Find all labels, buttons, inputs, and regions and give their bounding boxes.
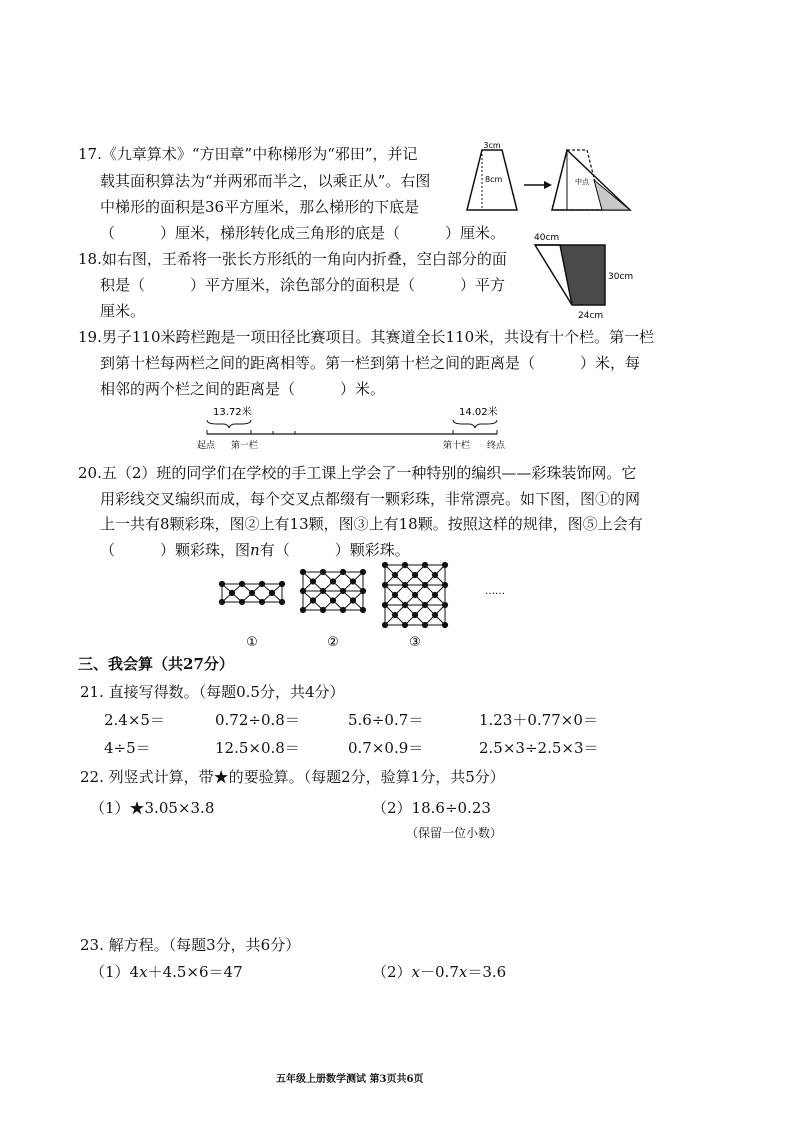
- right-distance-label: 14.02米: [459, 407, 498, 418]
- bead: [382, 562, 387, 567]
- arrow-head: [544, 181, 552, 189]
- bead: [360, 588, 365, 593]
- q22-problem-2: （2）18.6÷0.23: [372, 799, 491, 817]
- bead: [330, 579, 335, 584]
- q20-line4: （ ）颗彩珠，图n有（ ）颗彩珠。: [100, 541, 410, 559]
- bead: [402, 582, 407, 587]
- top-length-label: 40cm: [534, 233, 560, 243]
- q18-line2: 积是（ ）平方厘米，涂色部分的面积是（ ）平方: [100, 276, 506, 294]
- q19-line2: 到第十栏每两栏之间的距离相等。第一栏到第十栏之间的距离是（ ）米，每: [100, 354, 641, 372]
- bead: [360, 569, 365, 574]
- q19-track-diagram: [195, 404, 515, 452]
- q21-title: 21. 直接写得数。（每题0.5分，共4分）: [80, 683, 345, 701]
- q20-bead-net-figure: [210, 560, 510, 655]
- ellipsis: ……: [485, 586, 505, 597]
- bead: [310, 598, 315, 603]
- q18-line3: 厘米。: [100, 302, 146, 320]
- q20-line3: 上一共有8颗彩珠，图②上有13颗，图③上有18颗。按照这样的规律，图⑤上会有: [100, 515, 643, 533]
- bead: [382, 582, 387, 587]
- right-length-label: 30cm: [608, 272, 634, 282]
- q22-problem-1: （1）★3.05×3.8: [90, 799, 215, 817]
- bead: [392, 612, 397, 617]
- bead: [422, 562, 427, 567]
- track-ticks: [207, 430, 497, 434]
- right-brace: [453, 420, 497, 428]
- bead: [239, 581, 244, 586]
- bead: [402, 562, 407, 567]
- bead: [350, 579, 355, 584]
- bead: [300, 607, 305, 612]
- q23-problem-1: （1）4x＋4.5×6＝47: [90, 963, 243, 981]
- q17-line4: （ ）厘米，梯形转化成三角形的底是（ ）厘米。: [100, 224, 506, 242]
- start-label: 起点: [197, 441, 216, 451]
- q21-item: 12.5×0.8＝: [215, 739, 300, 757]
- q17-line2: 载其面积算法为“并两邪而半之，以乘正从”。右图: [100, 172, 431, 190]
- tenth-hurdle-label: 第十栏: [443, 441, 471, 451]
- q20-line2: 用彩线交叉编织而成，每个交叉点都缀有一颗彩珠，非常漂亮。如下图，图①的网: [100, 490, 641, 508]
- bead: [300, 588, 305, 593]
- bead: [219, 581, 224, 586]
- bead: [422, 622, 427, 627]
- bead: [320, 569, 325, 574]
- bead: [340, 569, 345, 574]
- triangle-shaded-part: [594, 180, 630, 210]
- bead: [412, 592, 417, 597]
- q21-item: 4÷5＝: [104, 739, 151, 757]
- bead: [340, 588, 345, 593]
- bead: [442, 562, 447, 567]
- bead: [219, 599, 224, 604]
- bead: [279, 599, 284, 604]
- bead: [432, 572, 437, 577]
- q21-item: 2.5×3÷2.5×3＝: [479, 739, 599, 757]
- bead: [350, 598, 355, 603]
- bead: [269, 590, 274, 595]
- bead: [412, 612, 417, 617]
- q17-trapezoid-figure: [462, 140, 637, 220]
- bead: [330, 598, 335, 603]
- first-hurdle-label: 第一栏: [231, 441, 259, 451]
- q21-item: 0.7×0.9＝: [348, 739, 424, 757]
- q18-rectangle-fold-figure: [520, 230, 635, 322]
- q19-line1: 19.男子110米跨栏跑是一项田径比赛项目。其赛道全长110米，共设有十个栏。第一栏: [78, 328, 655, 346]
- bead: [382, 602, 387, 607]
- bead: [279, 581, 284, 586]
- bead: [392, 592, 397, 597]
- figure-label-2: ②: [327, 635, 339, 650]
- bead: [360, 607, 365, 612]
- finish-label: 终点: [487, 441, 506, 451]
- q21-item: 0.72÷0.8＝: [215, 711, 300, 729]
- bead: [402, 622, 407, 627]
- bead: [382, 622, 387, 627]
- bead: [442, 622, 447, 627]
- bead: [412, 572, 417, 577]
- q21-item: 5.6÷0.7＝: [348, 711, 424, 729]
- bead: [320, 607, 325, 612]
- left-distance-label: 13.72米: [213, 407, 252, 418]
- q17-line3: 中梯形的面积是36平方厘米，那么梯形的下底是: [100, 198, 420, 216]
- bead: [432, 612, 437, 617]
- bead: [442, 602, 447, 607]
- q17-line1: 17.《九章算术》“方田章”中称梯形为“邪田”，并记: [78, 145, 418, 163]
- q20-line1: 20.五（2）班的同学们在学校的手工课上学会了一种特别的编织——彩珠装饰网。它: [78, 464, 637, 482]
- q22-note: （保留一位小数）: [406, 826, 503, 840]
- bottom-length-label: 24cm: [578, 311, 604, 321]
- section-3-title: 三、我会算（共27分）: [78, 655, 234, 673]
- net-figure-2: [300, 569, 365, 612]
- bead: [402, 602, 407, 607]
- bead: [300, 569, 305, 574]
- q23-title: 23. 解方程。（每题3分，共6分）: [80, 936, 301, 954]
- q22-title: 22. 列竖式计算，带★的要验算。（每题2分，验算1分，共5分）: [80, 768, 505, 786]
- figure-label-1: ①: [246, 635, 258, 650]
- bead: [259, 599, 264, 604]
- bead: [340, 607, 345, 612]
- bead: [229, 590, 234, 595]
- left-brace: [207, 420, 251, 428]
- net-figure-3: [382, 562, 447, 627]
- q21-item: 1.23＋0.77×0＝: [479, 711, 598, 729]
- q18-line1: 18.如右图，王希将一张长方形纸的一角向内折叠，空白部分的面: [78, 250, 507, 268]
- bead: [249, 590, 254, 595]
- trapezoid-top-label: 3cm: [483, 141, 501, 150]
- q23-problem-2: （2）x－0.7x＝3.6: [372, 963, 507, 981]
- bead: [259, 581, 264, 586]
- trapezoid-height-label: 8cm: [485, 175, 503, 184]
- net-figure-1: [219, 581, 284, 604]
- bead: [432, 592, 437, 597]
- bead: [320, 588, 325, 593]
- midpoint-label: 中点: [575, 178, 589, 186]
- q21-item: 2.4×5＝: [104, 711, 165, 729]
- bead: [422, 602, 427, 607]
- q19-line3: 相邻的两个栏之间的距离是（ ）米。: [100, 380, 386, 398]
- page-footer: 五年级上册数学测试 第3页共6页: [276, 1074, 424, 1085]
- bead: [422, 582, 427, 587]
- figure-label-3: ③: [409, 635, 421, 650]
- bead: [442, 582, 447, 587]
- bead: [239, 599, 244, 604]
- bead: [392, 572, 397, 577]
- bead: [310, 579, 315, 584]
